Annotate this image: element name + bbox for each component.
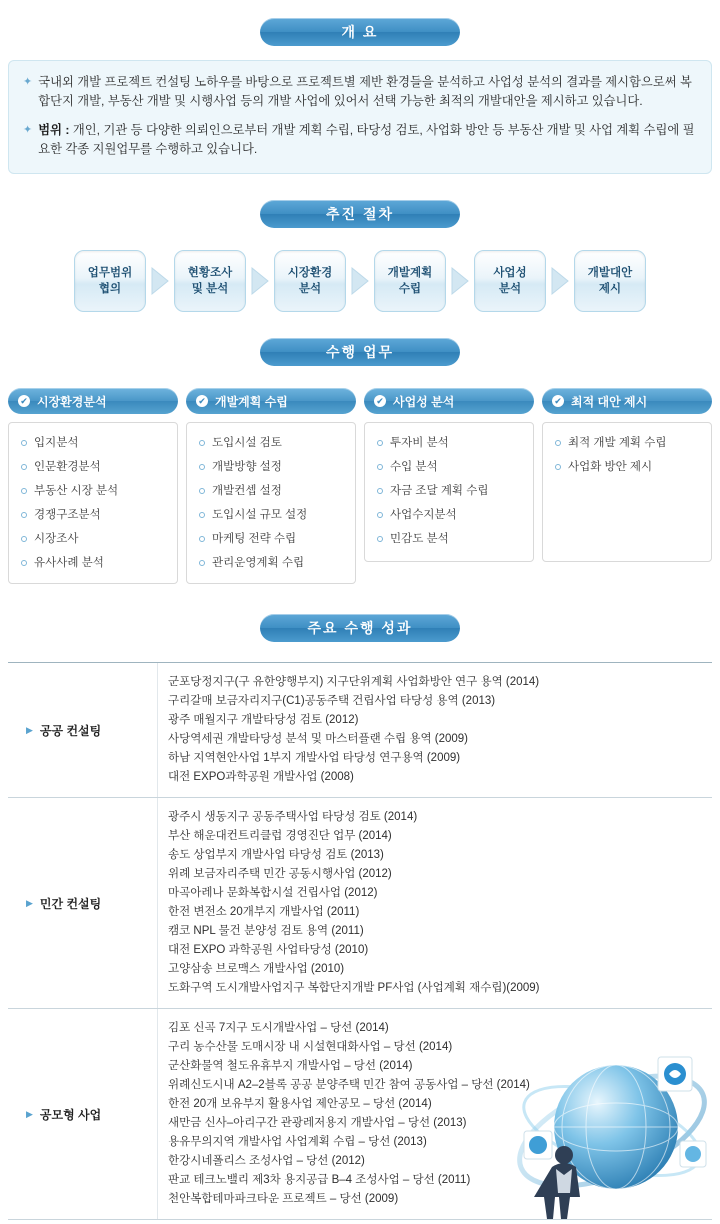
task-item-label: 자금 조달 계획 수립 (390, 485, 489, 497)
ring-bullet-icon (21, 560, 27, 566)
task-column-body (364, 422, 534, 562)
list-item: 판교 테크노밸리 제3차 용지공급 B–4 조성사업 – 당선 (2011) (168, 1174, 471, 1186)
row-items (158, 1009, 712, 1219)
list-item: 광주 매월지구 개발타당성 검토 (2012) (168, 714, 359, 726)
task-item-label: 도입시설 검토 (212, 437, 282, 449)
overview-item-body: 개인, 기관 등 다양한 의뢰인으로부터 개발 계획 수립, 타당성 검토, 사업화 방안 등 부동산 개발 및 사업 계획 수립에 필요한 각종 지원업무를 수행하고 있습니다. (38, 123, 695, 156)
task-column-market-analysis (8, 388, 178, 584)
flow-node (74, 250, 146, 312)
task-item (19, 507, 167, 523)
flow-node (574, 250, 646, 312)
performance-section (0, 584, 720, 1220)
list-item: 용유무의지역 개발사업 사업계획 수립 – 당선 (2013) (168, 1136, 427, 1148)
list-item: 위례 보금자리주택 민간 공동시행사업 (2012) (168, 868, 392, 880)
ring-bullet-icon (199, 512, 205, 518)
task-column-development-plan (186, 388, 356, 584)
list-item: 부산 해운대컨트리클럽 경영진단 업무 (2014) (168, 830, 392, 842)
tasks-section (0, 312, 720, 584)
list-item: 사당역세권 개발타당성 분석 및 마스터플랜 수립 용역 (2009) (168, 733, 469, 745)
task-item-label: 경쟁구조분석 (34, 509, 101, 521)
task-column-title: 개발계획 수립 (215, 394, 288, 409)
list-item: 송도 상업부지 개발사업 타당성 검토 (2013) (168, 849, 384, 861)
triangle-right-icon: ▶ (26, 897, 33, 908)
task-item (375, 507, 523, 523)
overview-panel (8, 60, 712, 174)
overview-item (23, 73, 697, 111)
ring-bullet-icon (377, 488, 383, 494)
row-items (158, 798, 712, 1008)
process-flow (0, 250, 720, 312)
task-item (197, 555, 345, 571)
list-item: 하남 지역현안사업 1부지 개발사업 타당성 연구용역 (2009) (168, 752, 461, 764)
task-item-label: 인문환경분석 (34, 461, 101, 473)
list-item: 천안복합테마파크타운 프로젝트 – 당선 (2009) (168, 1193, 399, 1205)
task-item (197, 459, 345, 475)
task-item-label: 부동산 시장 분석 (34, 485, 119, 497)
task-column-body (542, 422, 712, 562)
flow-node-line2: 수립 (398, 283, 422, 295)
ring-bullet-icon (377, 536, 383, 542)
overview-item-text (38, 121, 697, 159)
task-item (375, 483, 523, 499)
task-item-label: 시장조사 (34, 533, 79, 545)
task-item-label: 최적 개발 계획 수립 (568, 437, 667, 449)
row-label-text: 공공 컨설팅 (39, 723, 102, 738)
row-label (8, 663, 158, 797)
arrow-right-icon (449, 266, 471, 296)
list-item: 캠코 NPL 물건 분양성 검토 용역 (2011) (168, 925, 364, 937)
task-column-header (542, 388, 712, 414)
flow-node-line2: 분석 (298, 283, 322, 295)
list-item: 고양삼송 브로맥스 개발사업 (2010) (168, 963, 345, 975)
task-column-header (186, 388, 356, 414)
task-item (19, 435, 167, 451)
ring-bullet-icon (21, 464, 27, 470)
table-row (8, 1009, 712, 1220)
row-label (8, 798, 158, 1008)
ring-bullet-icon (377, 464, 383, 470)
task-item (553, 459, 701, 475)
ring-bullet-icon (199, 440, 205, 446)
row-label (8, 1009, 158, 1219)
overview-item-label: 범위 : (38, 123, 73, 137)
task-item-label: 사업화 방안 제시 (568, 461, 653, 473)
ring-bullet-icon (199, 536, 205, 542)
flow-node (274, 250, 346, 312)
flow-node-line1: 업무범위 (87, 267, 133, 279)
task-column-body (186, 422, 356, 584)
task-item (197, 507, 345, 523)
overview-title: 개 요 (260, 18, 460, 46)
list-item: 구리 농수산물 도매시장 내 시설현대화사업 – 당선 (2014) (168, 1041, 453, 1053)
list-item: 위례신도시내 A2–2블록 공공 분양주택 민간 참여 공동사업 – 당선 (2014) (168, 1079, 530, 1091)
process-section (0, 174, 720, 312)
list-item: 마곡아레나 문화복합시설 건립사업 (2012) (168, 887, 378, 899)
task-item (197, 531, 345, 547)
check-circle-icon: ✔ (552, 395, 564, 407)
task-item-label: 입지분석 (34, 437, 79, 449)
row-label-text: 민간 컨설팅 (39, 896, 102, 911)
flow-node-line2: 협의 (98, 283, 122, 295)
performance-table (8, 662, 712, 1220)
ring-bullet-icon (555, 464, 561, 470)
task-item-label: 개발방향 설정 (212, 461, 282, 473)
task-item (197, 483, 345, 499)
list-item: 한전 변전소 20개부지 개발사업 (2011) (168, 906, 360, 918)
task-column-title: 시장환경분석 (37, 394, 107, 409)
list-item: 김포 신곡 7지구 도시개발사업 – 당선 (2014) (168, 1022, 389, 1034)
ring-bullet-icon (21, 512, 27, 518)
triangle-right-icon: ▶ (26, 724, 33, 735)
task-item (553, 435, 701, 451)
ring-bullet-icon (21, 440, 27, 446)
task-column-feasibility (364, 388, 534, 584)
table-row (8, 663, 712, 798)
ring-bullet-icon (377, 512, 383, 518)
task-item-label: 관리운영계획 수립 (212, 557, 305, 569)
task-item-label: 수입 분석 (390, 461, 438, 473)
arrow-right-icon (349, 266, 371, 296)
table-row (8, 798, 712, 1009)
task-item (19, 459, 167, 475)
task-item (19, 531, 167, 547)
flow-node-line1: 현황조사 (187, 267, 233, 279)
task-item (197, 435, 345, 451)
list-item: 한전 20개 보유부지 활용사업 제안공모 – 당선 (2014) (168, 1098, 432, 1110)
list-item: 도화구역 도시개발사업지구 복합단지개발 PF사업 (사업계획 재수립)(2009) (168, 982, 540, 994)
flow-node-line2: 제시 (598, 283, 622, 295)
flow-node-line1: 시장환경 (287, 267, 333, 279)
flow-node (174, 250, 246, 312)
tasks-title: 수행 업무 (260, 338, 460, 366)
task-item-label: 마케팅 전략 수립 (212, 533, 297, 545)
task-item (375, 435, 523, 451)
triangle-right-icon: ▶ (26, 1108, 33, 1119)
task-item-label: 개발컨셉 설정 (212, 485, 282, 497)
flow-node-line1: 사업성 (493, 267, 527, 279)
flow-node-line2: 및 분석 (191, 283, 229, 295)
ring-bullet-icon (199, 464, 205, 470)
task-column-best-alternative (542, 388, 712, 584)
task-item (375, 459, 523, 475)
task-item-label: 유사사례 분석 (34, 557, 104, 569)
list-item: 광주시 생동지구 공동주택사업 타당성 검토 (2014) (168, 811, 418, 823)
list-item: 대전 EXPO 과학공원 사업타당성 (2010) (168, 944, 369, 956)
list-item: 군포당정지구(구 유한양행부지) 지구단위계획 사업화방안 연구 용역 (2014) (168, 676, 540, 688)
flow-node-line1: 개발계획 (387, 267, 433, 279)
ring-bullet-icon (555, 440, 561, 446)
list-item: 대전 EXPO과학공원 개발사업 (2008) (168, 771, 354, 783)
flow-node-line2: 분석 (498, 283, 522, 295)
ring-bullet-icon (199, 560, 205, 566)
list-item: 한강시네폴리스 조성사업 – 당선 (2012) (168, 1155, 365, 1167)
arrow-right-icon (249, 266, 271, 296)
task-item-label: 사업수지분석 (390, 509, 457, 521)
list-item: 군산화물역 철도유휴부지 개발사업 – 당선 (2014) (168, 1060, 413, 1072)
row-label-text: 공모형 사업 (39, 1107, 102, 1122)
ring-bullet-icon (199, 488, 205, 494)
task-item-label: 민감도 분석 (390, 533, 449, 545)
task-item (375, 531, 523, 547)
diamond-bullet-icon: ✦ (23, 76, 33, 88)
check-circle-icon: ✔ (374, 395, 386, 407)
overview-item-text: 국내외 개발 프로젝트 컨설팅 노하우를 바탕으로 프로젝트별 제반 환경들을 분석하고 사업성 분석의 결과를 제시함으로써 복합단지 개발, 부동산 개발 및 시행사업 등의 개발 사업에 있어서 선택 가능한 최적의 개발대안을 제시하고 있습니다. (38, 75, 692, 108)
arrow-right-icon (149, 266, 171, 296)
ring-bullet-icon (377, 440, 383, 446)
ring-bullet-icon (21, 488, 27, 494)
check-circle-icon: ✔ (18, 395, 30, 407)
diamond-bullet-icon: ✦ (23, 124, 33, 136)
process-title: 추진 절차 (260, 200, 460, 228)
task-item-label: 도입시설 규모 설정 (212, 509, 308, 521)
tasks-columns (8, 388, 712, 584)
list-item: 구리갈매 보금자리지구(C1)공동주택 건립사업 타당성 용역 (2013) (168, 695, 496, 707)
row-items (158, 663, 712, 797)
flow-node-line1: 개발대안 (587, 267, 633, 279)
task-item-label: 투자비 분석 (390, 437, 449, 449)
flow-node (474, 250, 546, 312)
task-column-title: 최적 대안 제시 (571, 394, 648, 409)
flow-node (374, 250, 446, 312)
performance-title: 주요 수행 성과 (260, 614, 460, 642)
check-circle-icon: ✔ (196, 395, 208, 407)
list-item: 새만금 신사–아리구간 관광레저용지 개발사업 – 당선 (2013) (168, 1117, 467, 1129)
task-column-header (8, 388, 178, 414)
arrow-right-icon (549, 266, 571, 296)
task-item (19, 555, 167, 571)
task-column-header (364, 388, 534, 414)
task-column-title: 사업성 분석 (393, 394, 455, 409)
overview-item (23, 121, 697, 159)
task-item (19, 483, 167, 499)
overview-section (0, 0, 720, 174)
task-column-body (8, 422, 178, 584)
ring-bullet-icon (21, 536, 27, 542)
